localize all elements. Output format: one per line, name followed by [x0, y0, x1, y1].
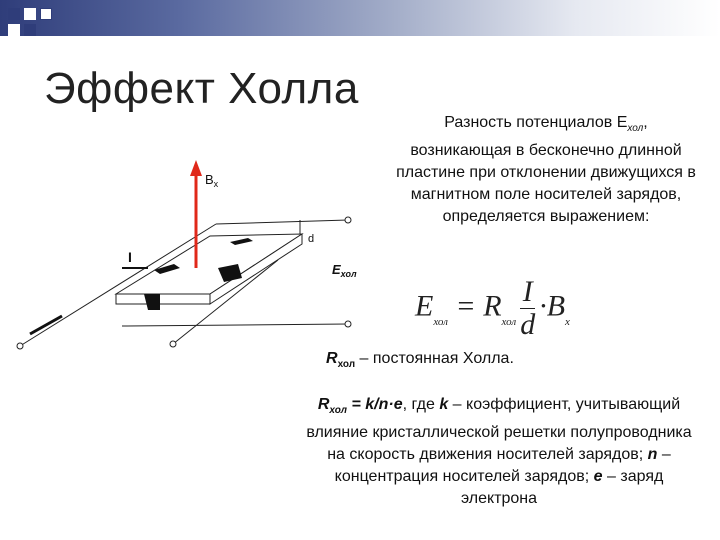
decor-square: [24, 24, 36, 36]
d-label: d: [308, 233, 315, 245]
formula-numerator: I: [520, 276, 535, 309]
intro-lead: Разность потенциалов E: [444, 114, 628, 131]
formula-fraction: [520, 276, 535, 341]
rf-text: – заряд электрона: [460, 468, 664, 508]
intro-lead-sub: хол: [627, 123, 644, 135]
terminal: [345, 321, 351, 327]
r-definition-text: – постоянная Холла.: [355, 350, 514, 367]
formula-dot-b: ·B: [539, 289, 566, 323]
plate-front: [116, 294, 210, 304]
i-label: I: [128, 249, 132, 265]
terminal: [17, 343, 23, 349]
terminal: [170, 341, 176, 347]
current-source: [30, 316, 62, 334]
formula-denominator: d: [520, 308, 536, 341]
formula-b-sub: x: [565, 316, 570, 329]
wire: [216, 220, 348, 224]
hall-formula: [415, 276, 570, 341]
rf-text: – концентрация носителей зарядов;: [334, 446, 671, 486]
rf-n: n: [647, 446, 658, 464]
b-label: $B_x$: [205, 172, 219, 189]
intro-paragraph: [396, 112, 696, 228]
r-symbol: R: [326, 350, 338, 367]
rf-k: k: [439, 396, 449, 413]
rf-text: – коэффициент, учитывающий влияние кристаллической решетки полупроводника на скорость движения носителей зарядов;: [306, 396, 692, 464]
terminal: [345, 217, 351, 223]
rf-eq: = k/n·e: [347, 396, 403, 413]
wire: [122, 324, 348, 326]
rf-text: , где: [402, 396, 440, 413]
formula-eq: = R: [447, 289, 502, 323]
r-definition: [326, 348, 686, 376]
formula-lhs-sub: хол: [433, 316, 448, 329]
slide-title: Эффект Холла: [44, 64, 359, 113]
rf-sub: хол: [329, 405, 348, 417]
rf-symbol: R: [317, 396, 330, 413]
formula-r-sub: хол: [501, 316, 517, 329]
decor-square: [24, 8, 36, 20]
e-label: $E_{хол}$: [332, 262, 357, 279]
formula-lhs: E: [415, 289, 434, 323]
r-sub: хол: [337, 359, 356, 371]
rf-e: e: [593, 468, 603, 486]
contact: [144, 294, 160, 310]
r-formula-paragraph: [304, 394, 694, 510]
decor-square: [40, 8, 52, 20]
title-bar-gradient: [0, 0, 720, 36]
decor-square: [8, 24, 20, 36]
b-field-arrowhead: [190, 160, 202, 176]
intro-rest: , возникающая в бесконечно длинной пластине при отклонении движущихся в магнитном поле носителей зарядов, определяется выражением:: [396, 114, 696, 226]
plate-top: [116, 234, 302, 294]
decor-square: [8, 8, 20, 20]
